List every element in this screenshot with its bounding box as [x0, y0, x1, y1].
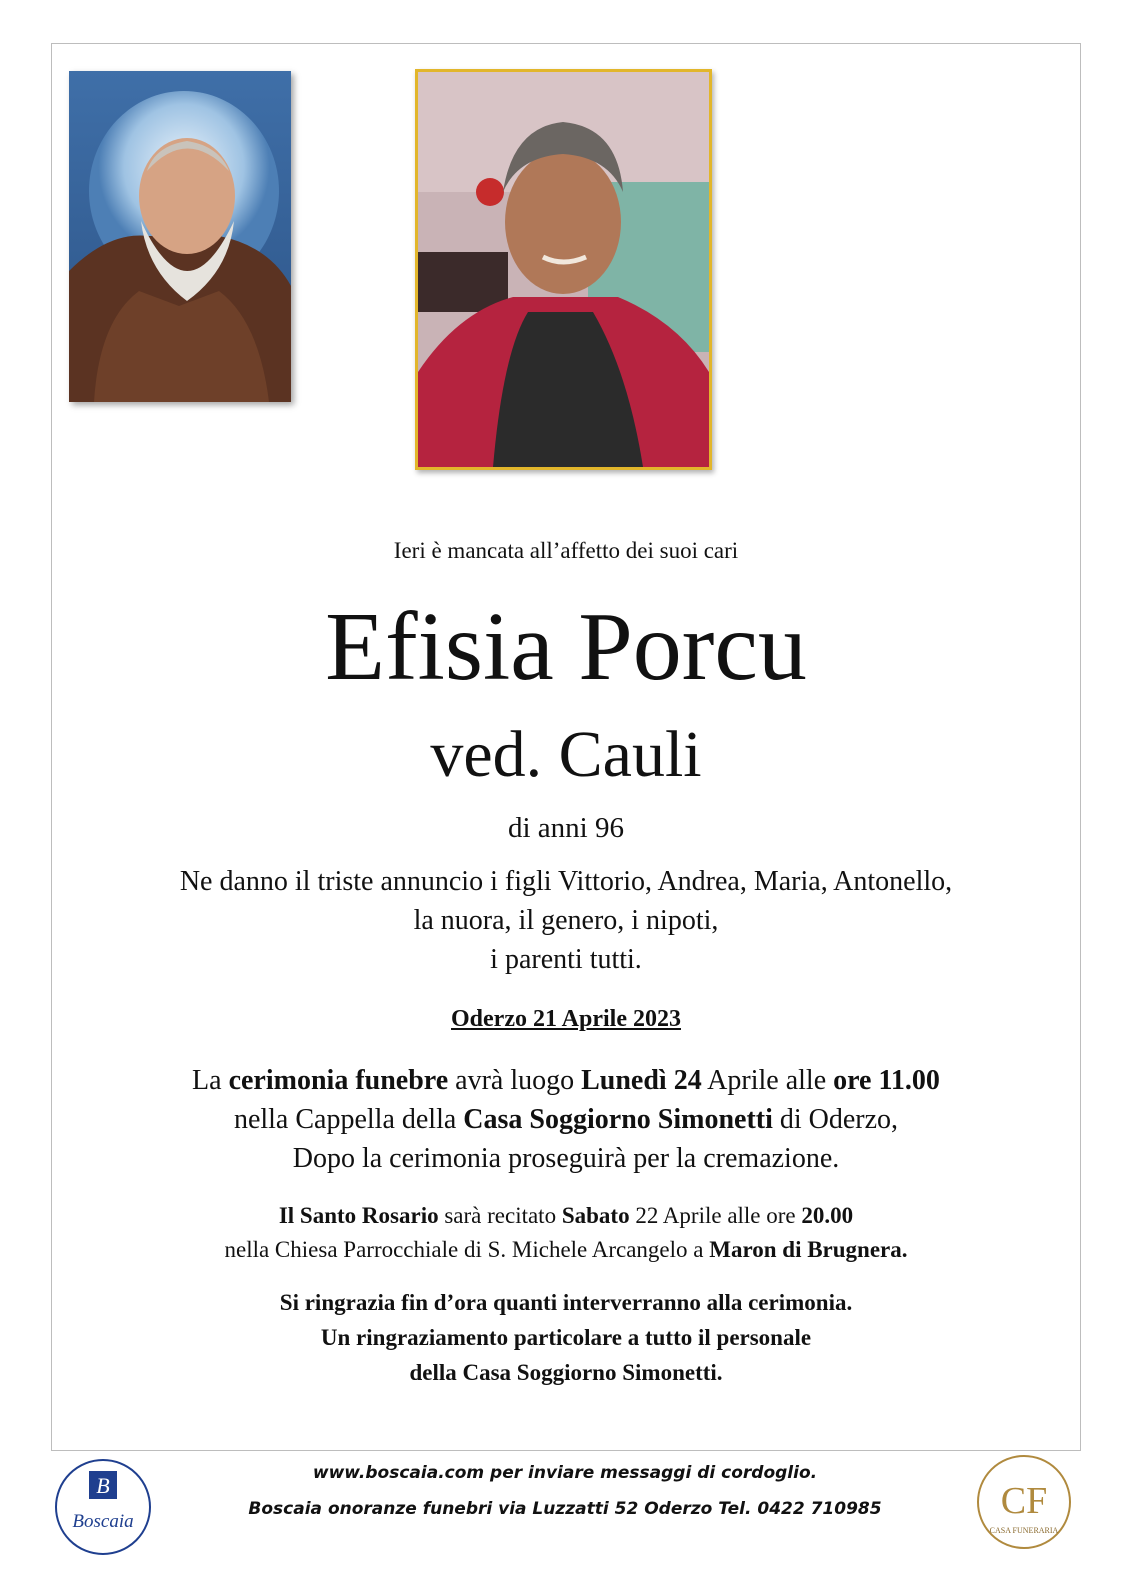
thanks-line: Un ringraziamento particolare a tutto il personale	[320, 1325, 812, 1350]
boscaia-logo	[53, 1457, 153, 1557]
age-line: di anni 96	[508, 812, 624, 844]
deceased-portrait-photo	[415, 69, 712, 470]
saint-holy-card-image	[69, 71, 291, 402]
rosary-details	[51, 1199, 1081, 1267]
announcement-line: i parenti tutti.	[490, 944, 642, 975]
announcement-line: Ne danno il triste annuncio i figli Vittorio, Andrea, Maria, Antonello,	[179, 866, 953, 897]
ceremony-line: nella Cappella della Casa Soggiorno Simonetti di Oderzo,	[233, 1104, 899, 1135]
footer-address-line: Boscaia onoranze funebri via Luzzatti 52 Oderzo Tel. 0422 710985	[248, 1499, 882, 1519]
rosary-line: Il Santo Rosario sarà recitato Sabato 22 Aprile alle ore 20.00	[278, 1203, 854, 1228]
announcement-line: la nuora, il genero, i nipoti,	[413, 905, 719, 936]
rosary-line: nella Chiesa Parrocchiale di S. Michele Arcangelo a Maron di Brugnera.	[224, 1237, 908, 1262]
ceremony-line: Dopo la cerimonia proseguirà per la cremazione.	[292, 1143, 840, 1174]
ceremony-details	[51, 1061, 1081, 1178]
family-announcement	[51, 862, 1081, 979]
widow-of-line: ved. Cauli	[430, 718, 702, 791]
boscaia-monogram: B	[96, 1473, 110, 1498]
deceased-name: Efisia Porcu	[325, 593, 807, 701]
casa-funeraria-logo	[975, 1453, 1073, 1551]
casa-funeraria-monogram: CF	[1000, 1480, 1048, 1522]
ceremony-line: La cerimonia funebre avrà luogo Lunedì 24 Aprile alle ore 11.00	[192, 1065, 940, 1096]
boscaia-wordmark: Boscaia	[72, 1511, 134, 1532]
intro-line: Ieri è mancata all’affetto dei suoi cari	[393, 538, 739, 563]
thanks-line: Si ringrazia fin d’ora quanti interverranno alla cerimonia.	[279, 1290, 853, 1315]
casa-funeraria-wordmark: CASA FUNERARIA	[989, 1526, 1059, 1535]
place-date: Oderzo 21 Aprile 2023	[451, 1006, 681, 1032]
thanks-message	[51, 1285, 1081, 1390]
thanks-line: della Casa Soggiorno Simonetti.	[409, 1360, 723, 1385]
footer-website-line: www.boscaia.com per inviare messaggi di cordoglio.	[312, 1463, 818, 1483]
